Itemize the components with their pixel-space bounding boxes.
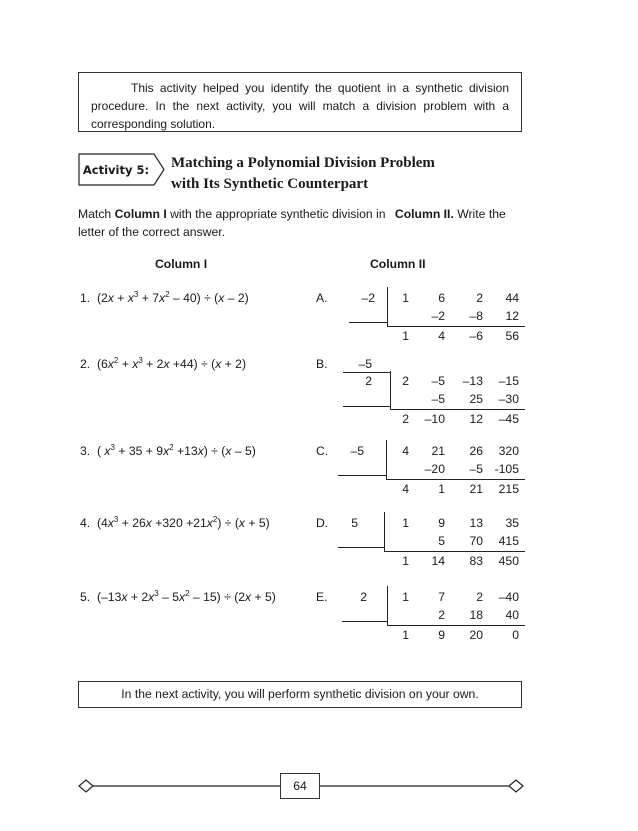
problem-2 bbox=[80, 357, 246, 371]
solution-c-row2-cell: –20 bbox=[424, 462, 445, 476]
solution-d-divisor-bar bbox=[384, 512, 385, 547]
instructions bbox=[78, 205, 524, 241]
solution-e-row3-cell: 20 bbox=[469, 628, 483, 642]
solution-c-divisor-underline bbox=[338, 475, 387, 476]
solution-c-sum-line bbox=[386, 479, 525, 480]
problem-1 bbox=[80, 291, 249, 305]
solution-letter-e: E. bbox=[316, 590, 328, 604]
solution-a-row2-cell: 12 bbox=[505, 309, 519, 323]
page-number: 64 bbox=[280, 773, 320, 799]
solution-d-divisor-underline bbox=[338, 547, 385, 548]
problem-expression: ( $x^3 + 35 + 9x^2 +13x) \div (x - 5)$ bbox=[96, 443, 256, 458]
solution-d-sum-line bbox=[384, 551, 525, 552]
solution-a-row3-cell: 56 bbox=[505, 329, 519, 343]
problem-4 bbox=[80, 516, 270, 530]
solution-e-row3-cell: 9 bbox=[438, 628, 445, 642]
problem-number: 4. bbox=[80, 516, 91, 530]
solution-e-divisor-bar bbox=[387, 586, 388, 621]
solution-b-row3-cell: 2 bbox=[402, 412, 409, 426]
problem-expression: $(2x + x^3 + 7x^2 - 40) \div (x - 2)$ bbox=[96, 290, 249, 305]
solution-a-row1-cell: 44 bbox=[505, 291, 519, 305]
solution-d-row3-cell: 450 bbox=[498, 554, 519, 568]
solution-a-left-rule bbox=[387, 322, 388, 326]
solution-b-left-rule bbox=[390, 406, 391, 409]
solution-b-row2-cell: –30 bbox=[498, 392, 519, 406]
solution-b-row1-cell: –15 bbox=[498, 374, 519, 388]
solution-e-divisor: 2 bbox=[360, 590, 367, 604]
solution-letter-a: A. bbox=[316, 291, 328, 305]
solution-c-divisor-bar bbox=[386, 440, 387, 475]
solution-c-row1-cell: 4 bbox=[402, 444, 409, 458]
solution-a-row3-cell: –6 bbox=[469, 329, 483, 343]
solution-a-divisor: –2 bbox=[361, 291, 375, 305]
solution-c-row3-cell: 215 bbox=[498, 482, 519, 496]
solution-c-row1-cell: 26 bbox=[469, 444, 483, 458]
problem-number: 3. bbox=[80, 444, 91, 458]
solution-e-row1-cell: 1 bbox=[402, 590, 409, 604]
solution-b-divisor-top: –5 bbox=[358, 357, 372, 371]
solution-c-row2-cell: –5 bbox=[469, 462, 483, 476]
solution-d-row1-cell: 13 bbox=[469, 516, 483, 530]
solution-e-row3-cell: 1 bbox=[402, 628, 409, 642]
solution-c-row2-cell: -105 bbox=[494, 462, 519, 476]
problem-5 bbox=[80, 590, 276, 604]
solution-a-row3-cell: 4 bbox=[438, 329, 445, 343]
solution-a-divisor-underline bbox=[349, 322, 388, 323]
intro-box bbox=[78, 72, 522, 132]
problem-number: 1. bbox=[80, 291, 91, 305]
activity-title bbox=[171, 153, 435, 195]
solution-b-divisor-bar bbox=[390, 371, 391, 406]
solution-b-row2-cell: 25 bbox=[469, 392, 483, 406]
solution-d-row2-cell: 415 bbox=[498, 534, 519, 548]
column1-header: Column I bbox=[155, 257, 208, 271]
solution-b-row3-cell: –10 bbox=[424, 412, 445, 426]
solution-c-left-rule bbox=[386, 475, 387, 479]
solution-d-row2-cell: 70 bbox=[469, 534, 483, 548]
solution-e-row1-cell: 2 bbox=[476, 590, 483, 604]
problem-expression: $(-13x + 2x^3 - 5x^2 - 15) \div (2x + 5)$ bbox=[96, 589, 276, 604]
solution-e-row1-cell: 7 bbox=[438, 590, 445, 604]
solution-letter-c: C. bbox=[316, 444, 329, 458]
solution-c-row1-cell: 320 bbox=[498, 444, 519, 458]
solution-d-row3-cell: 1 bbox=[402, 554, 409, 568]
solution-b-divisor-underline bbox=[343, 406, 391, 407]
solution-d-divisor: 5 bbox=[351, 516, 358, 530]
column2-header: Column II bbox=[370, 257, 426, 271]
solution-c-row3-cell: 21 bbox=[469, 482, 483, 496]
solution-d-row1-cell: 1 bbox=[402, 516, 409, 530]
solution-d-row1-cell: 35 bbox=[505, 516, 519, 530]
solution-e-divisor-underline bbox=[342, 621, 388, 622]
solution-e-left-rule bbox=[387, 621, 388, 625]
solution-e-row2-cell: 2 bbox=[438, 608, 445, 622]
solution-e-row2-cell: 18 bbox=[469, 608, 483, 622]
solution-a-row2-cell: –8 bbox=[469, 309, 483, 323]
solution-d-row3-cell: 83 bbox=[469, 554, 483, 568]
solution-b-divisor-bottom: 2 bbox=[365, 374, 372, 388]
solution-a-row2-cell: –2 bbox=[431, 309, 445, 323]
instr-part: Write the letter of the correct answer. bbox=[78, 207, 506, 239]
solution-b-row1-cell: –13 bbox=[462, 374, 483, 388]
solution-c-divisor: –5 bbox=[350, 444, 364, 458]
solution-a-row1-cell: 2 bbox=[476, 291, 483, 305]
activity-label: Activity 5: bbox=[82, 163, 150, 177]
solution-a-sum-line bbox=[387, 326, 525, 327]
solution-e-row3-cell: 0 bbox=[512, 628, 519, 642]
solution-b-row2-cell: –5 bbox=[431, 392, 445, 406]
next-activity-box: In the next activity, you will perform synthetic division on your own. bbox=[78, 681, 522, 708]
solution-e-row2-cell: 40 bbox=[505, 608, 519, 622]
problem-number: 5. bbox=[80, 590, 91, 604]
solution-d-row1-cell: 9 bbox=[438, 516, 445, 530]
solution-a-row1-cell: 6 bbox=[438, 291, 445, 305]
activity-title-line2: with Its Synthetic Counterpart bbox=[171, 176, 369, 192]
solution-c-row1-cell: 21 bbox=[431, 444, 445, 458]
instr-part: with the appropriate synthetic division in bbox=[166, 207, 389, 221]
solution-e-row1-cell: –40 bbox=[498, 590, 519, 604]
problem-number: 2. bbox=[80, 357, 91, 371]
solution-b-row1-cell: –5 bbox=[431, 374, 445, 388]
solution-a-row1-cell: 1 bbox=[402, 291, 409, 305]
solution-letter-d: D. bbox=[316, 516, 329, 530]
solution-b-row1-cell: 2 bbox=[402, 374, 409, 388]
solution-d-row2-cell: 5 bbox=[438, 534, 445, 548]
diamond-left-icon bbox=[79, 780, 93, 792]
activity-title-line1: Matching a Polynomial Division Problem bbox=[171, 155, 435, 171]
intro-text: This activity helped you identify the quotient in a synthetic division procedure. In the next activity, you will match a division problem with a corresponding solution. bbox=[91, 81, 509, 131]
solution-b-row3-cell: 12 bbox=[469, 412, 483, 426]
solution-c-row3-cell: 1 bbox=[438, 482, 445, 496]
solution-b-row3-cell: –45 bbox=[498, 412, 519, 426]
instr-part: Match bbox=[78, 207, 115, 221]
solution-b-sum-line bbox=[390, 409, 525, 410]
solution-d-left-rule bbox=[384, 547, 385, 551]
solution-letter-b: B. bbox=[316, 357, 328, 371]
solution-a-divisor-bar bbox=[387, 287, 388, 322]
problem-3 bbox=[80, 444, 256, 458]
solution-c-row3-cell: 4 bbox=[402, 482, 409, 496]
solution-b-divisor-top-rule bbox=[343, 372, 390, 373]
solution-d-row3-cell: 14 bbox=[431, 554, 445, 568]
problem-expression: $(4x^3 + 26x +320 +21x^2) \div (x + 5)$ bbox=[96, 515, 270, 530]
instr-column2: Column II. bbox=[394, 207, 454, 221]
instr-column1: Column I bbox=[114, 207, 167, 221]
solution-a-row3-cell: 1 bbox=[402, 329, 409, 343]
diamond-right-icon bbox=[509, 780, 523, 792]
solution-e-sum-line bbox=[387, 625, 525, 626]
problem-expression: $(6x^2 + x^3 + 2x +44) \div (x + 2)$ bbox=[96, 356, 247, 371]
